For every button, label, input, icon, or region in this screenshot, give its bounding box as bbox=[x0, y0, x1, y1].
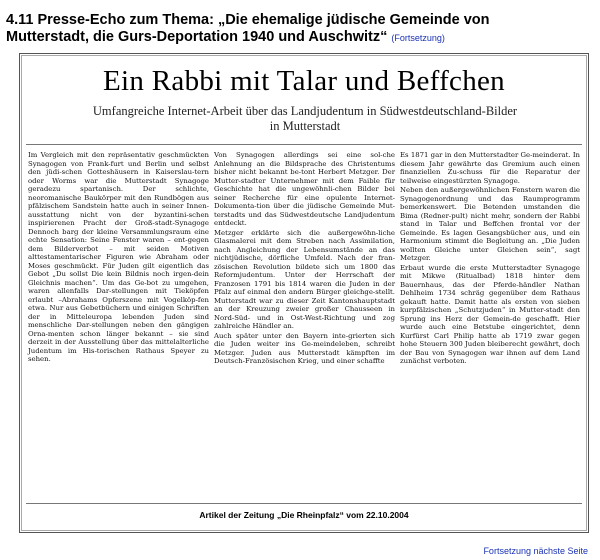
column-3-paragraph-3: Erbaut wurde die erste Mutterstadter Synagoge mit Mikwe (Ritualbad) 1818 hinter dem Bauernhaus, das der Pferde-händler Nathan Dehlheim 1734 schräg gegenüber dem Rathaus gekauft hatte. Damit hatte als ersten von sieben kurpfälzischen „Schutzjuden“ in Mutter-stadt den Sprung ins Herz der Gemein-de geschafft. Hier wurde auch eine Betstube eingerichtet, denn Kurfürst Carl Philip hatte ab 1719 zwar gegen hohe Steuern 300 Juden bleiberecht gewährt, doch der Bau von Synagogen war ihnen auf dem Land zunächst verboten. bbox=[400, 263, 580, 365]
heading-line-1: 4.11 Presse-Echo zum Thema: „Die ehemalige jüdische Gemeinde von bbox=[6, 12, 490, 28]
column-3-paragraph-2: Neben den außergewöhnlichen Fenstern waren die Synagogenordnung und das Raumprogramm bemerkenswert. Die Betenden umstanden die Bima (Redner-pult) nicht mehr, sondern der Rabbi stand in Talar und Beffchen frontal vor der Gemeinde. Es lagen Gesangsbücher aus, und ein Harmonium stimmt die Begleitung an. „Die Juden wollten Gleiche unter Gleichen sein“, sagt Metzger. bbox=[400, 186, 580, 262]
article-subtitle: Umfangreiche Internet-Arbeit über das Landjudentum in Südwestdeutschland-Bilder in Mutterstadt bbox=[92, 104, 518, 133]
newspaper-clipping bbox=[19, 53, 589, 533]
article-column-3 bbox=[400, 151, 580, 367]
column-2-paragraph-3: Auch später unter den Bayern inte-grierten sich die Juden weiter ins Ge-meindeleben, schreibt Metzger. Juden aus Mutterstadt kämpften im Deutsch-Französischen Krieg, und einer schaffte bbox=[214, 331, 395, 365]
section-heading bbox=[6, 12, 596, 47]
divider-bottom bbox=[26, 503, 582, 504]
column-1-paragraph-1: Im Vergleich mit den repräsentativ geschmückten Synagogen von Frank-furt und Berlin und selbst den jüdi-schen Gotteshäusern in Kaiserslau-tern oder Worms war die Mutterstadt Synagoge geradezu spartanisch. Der schlichte, neoromanische Baukörper mit den Rundbögen aus pfälzischem Sandstein hatte auch in seiner Innen-ausstattung nicht von der byzantini-schen inspirierenen Pracht der Groß-stadt-Synagoge Dennoch barg der kleine Versammlungsraum eine echte Sensation: Seine Fenster waren – ent-gegen dem Bilderverbot – mit seiden Motiven alttestamentarischer Figuren wie Abraham oder Moses geschmückt. Für Juden gilt eigentlich das Gebot „Du sollst Die kein Bildnis noch irgen-dein Gleichnis machen“. Um das Ge-bot zu umgehen, waren allenfalls Dar-stellungen mit Tieköpfen erlaubt –Abrahams Opferszene mit Vogelköp-fen etwa. Nur aus Gebetbüchern und einigen Schriften der in Mitteleuropa lebenden Juden sind menschliche Dar-stellungen neben den gängigen Orna-menten schon länger bekannt – sie sind derzeit in der Ausstellung über das mittelalterliche Judentum im His-torischen Rathaus Speyer zu sehen. bbox=[28, 151, 209, 363]
article-title: Ein Rabbi mit Talar und Beffchen bbox=[103, 65, 505, 97]
next-page-link[interactable]: Fortsetzung nächste Seite bbox=[483, 546, 588, 556]
heading-line-2 bbox=[6, 29, 596, 47]
article-column-1 bbox=[28, 151, 209, 365]
column-2-paragraph-1: Von Synagogen allerdings sei eine sol-che Anlehnung an die Bildsprache des Christentums bisher nicht bekannt be-tont Herbert Metzger. Der Mutter-stadter Unternehmer mit dem Faible für Geschichte hat die ungewöhnli-chen Bilder bei seiner Recherche für eine opulente Internet-Dokumenta-tion über die jüdische Gemeinde Mut-terstadts und das Südwestdeutsche Landjudentum entdeckt. bbox=[214, 151, 395, 227]
column-2-paragraph-2: Metzger erklärte sich die außergewöhn-liche Glasmalerei mit dem Streben nach Assimilation, nach Angleichung der Lebensumstände an das nichtjüdische, dörfliche Umfeld. Nach der fran-zösischen Revolution bildete sich um 1800 das Reformjudentum. Unter der Herrschaft der Franzosen 1791 bis 1814 waren die Juden in der Pfalz auf einmal den andern Bürger gleichge-stellt. Mutterstadt war zu dieser Zeit Kantonshauptstadt an der Kreuzung zweier großer Chausseen in Nord-Süd- und in Ost-West-Richtung und zog zahlreiche Händler an. bbox=[214, 228, 395, 330]
heading-line-2-text: Mutterstadt, die Gurs-Deportation 1940 und Auschwitz“ bbox=[6, 29, 388, 45]
article-column-2 bbox=[214, 151, 395, 367]
column-3-paragraph-1: Es 1871 gar in den Mutterstadter Ge-meinderat. In diesem Jahr gewährte das Gremium auch einen finanziellen Zu-schuss für die Reparatur der teilweise eingestürzten Synagoge. bbox=[400, 151, 580, 185]
article-credit: Artikel der Zeitung „Die Rheinpfalz“ vom 22.10.2004 bbox=[199, 510, 409, 520]
divider-top bbox=[26, 144, 582, 145]
continuation-note: (Fortsetzung) bbox=[391, 33, 445, 43]
